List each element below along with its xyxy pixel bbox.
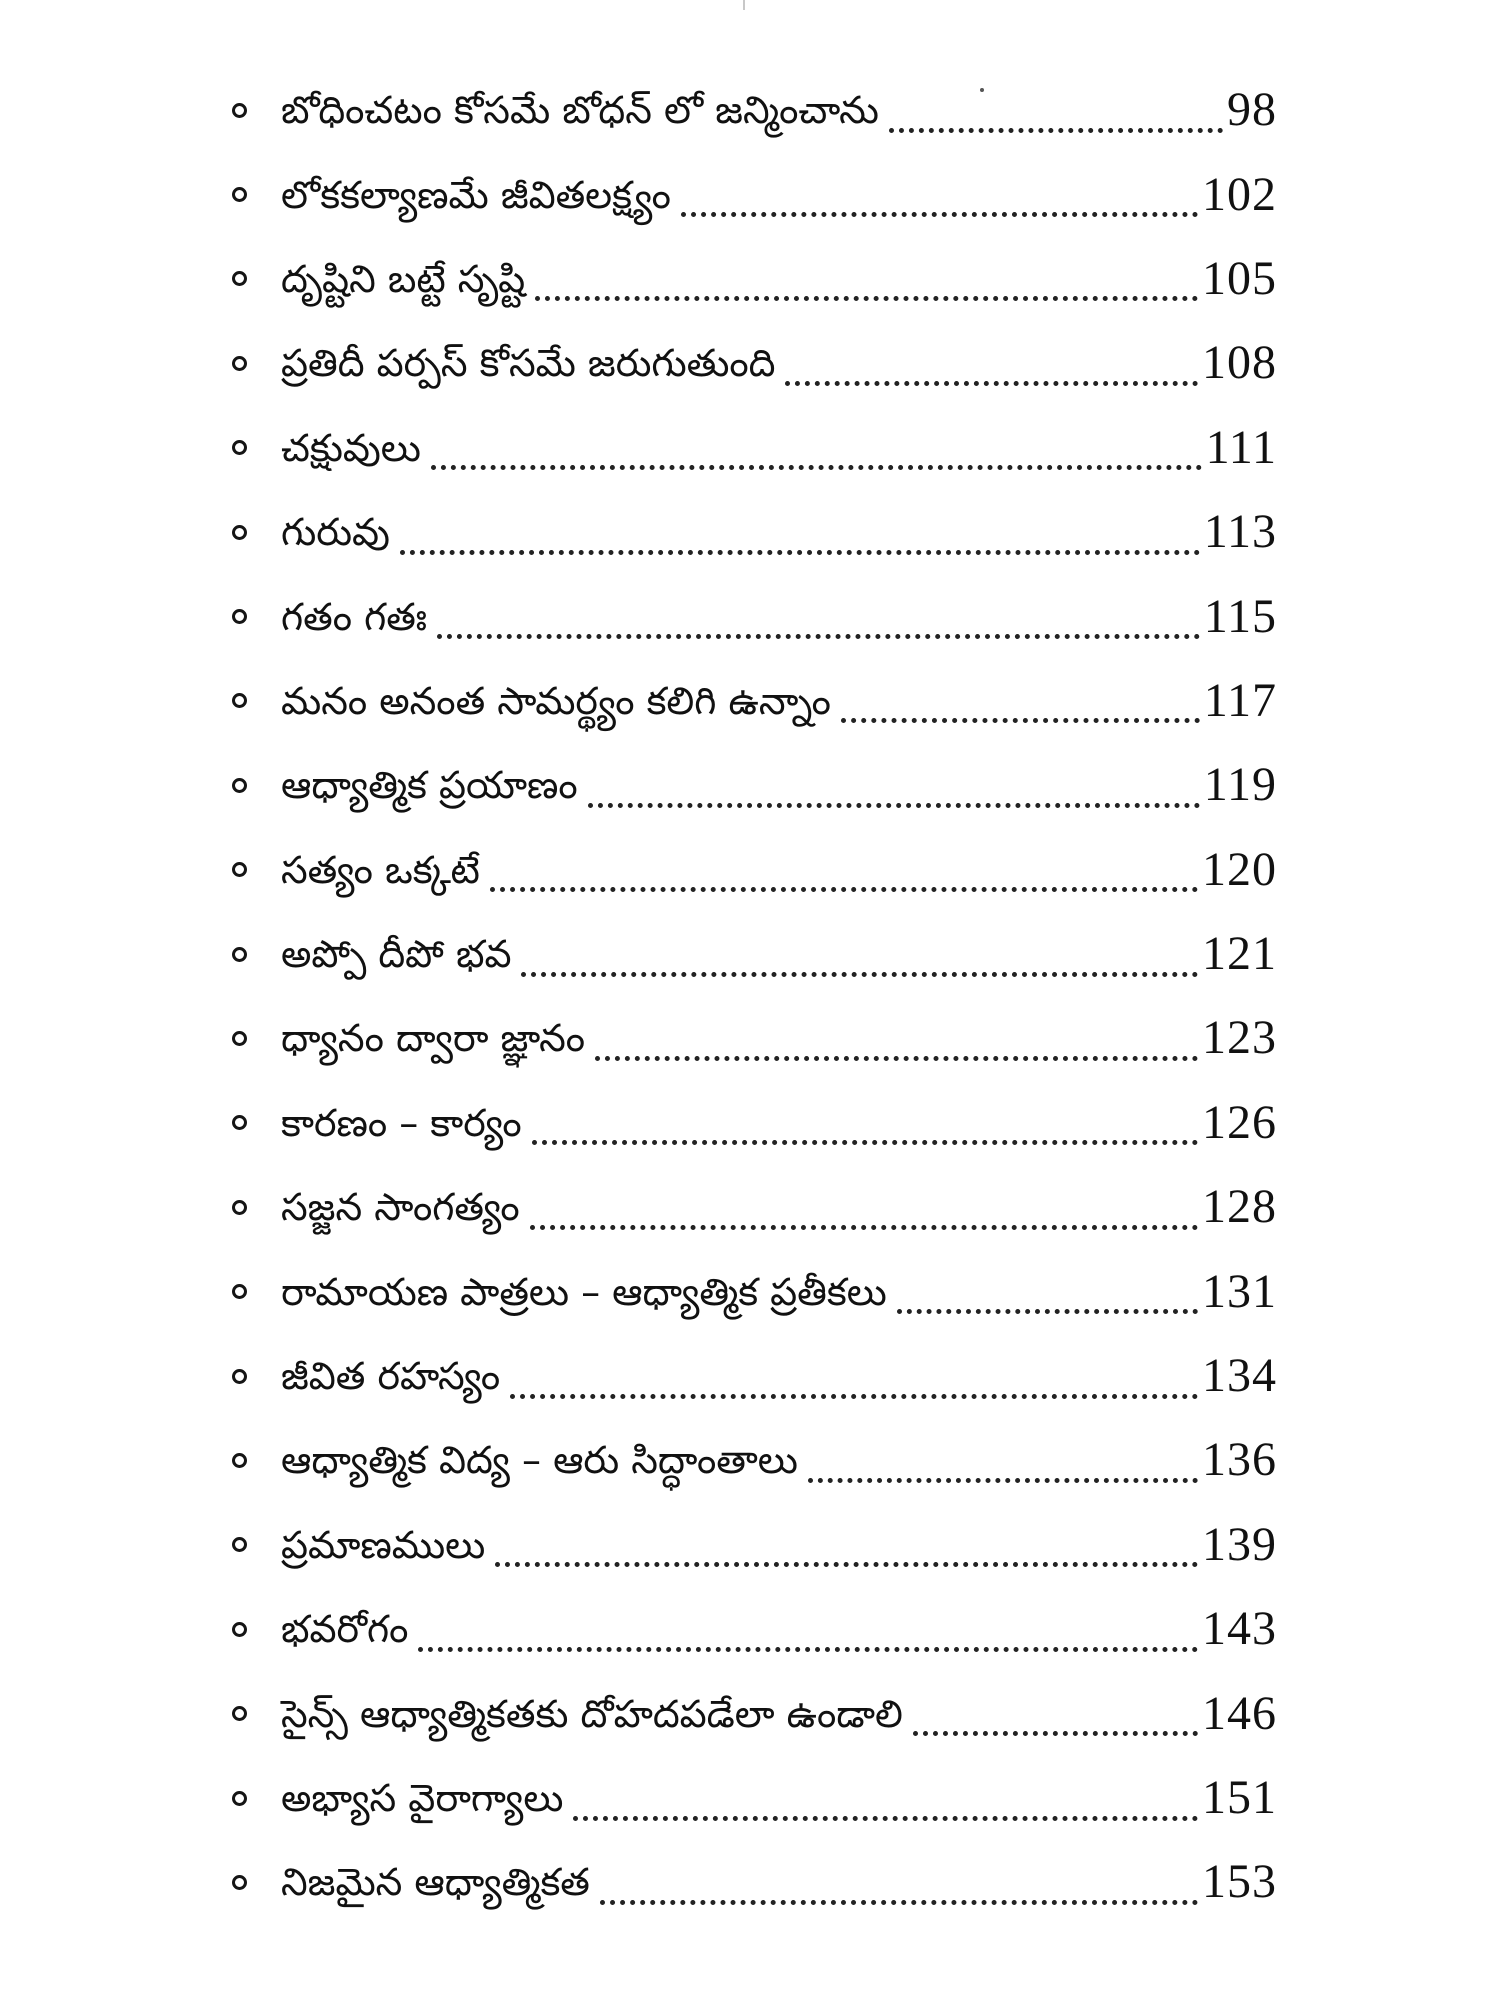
toc-entry-title: దృష్టిని బట్టే సృష్టి — [281, 256, 526, 301]
toc-entry-title: ప్రమాణములు — [281, 1522, 486, 1567]
toc-entry-title: అప్పో దీపో భవ — [281, 932, 512, 977]
toc-entry-title: ధ్యానం ద్వారా జ్ఞానం — [281, 1016, 586, 1061]
toc-entry-title: గురువు — [281, 510, 390, 555]
dot-leader — [510, 1366, 1198, 1399]
circle-bullet-icon — [232, 1791, 247, 1806]
toc-entry-title: భవరోగం — [281, 1607, 409, 1652]
toc-entry-title: చక్షువులు — [281, 425, 421, 470]
toc-entry-page-number: 115 — [1203, 589, 1277, 643]
toc-entry-title: ఆధ్యాత్మిక విద్య – ఆరు సిద్ధాంతాలు — [281, 1438, 798, 1483]
toc-entry — [232, 659, 1277, 743]
toc-entry — [232, 1503, 1277, 1587]
toc-entry — [232, 237, 1277, 321]
toc-entry-title: రామాయణ పాత్రలు – ఆధ్యాత్మిక ప్రతీకలు — [281, 1269, 887, 1314]
toc-entry-page-number: 120 — [1202, 842, 1277, 896]
toc-entry-page-number: 119 — [1203, 758, 1277, 812]
toc-entry-title: మనం అనంత సామర్థ్యం కలిగి ఉన్నాం — [281, 678, 831, 723]
toc-entry-title: జీవిత రహస్యం — [281, 1354, 501, 1399]
dot-leader — [573, 1788, 1198, 1821]
circle-bullet-icon — [232, 1284, 247, 1299]
toc-entry — [232, 912, 1277, 996]
circle-bullet-icon — [232, 1622, 247, 1637]
toc-entry — [232, 828, 1277, 912]
circle-bullet-icon — [232, 440, 247, 455]
toc-entry — [232, 1756, 1277, 1840]
toc-entry — [232, 1671, 1277, 1755]
dot-leader — [535, 268, 1198, 301]
dot-leader — [418, 1619, 1198, 1652]
toc-entry-page-number: 146 — [1202, 1686, 1277, 1740]
circle-bullet-icon — [232, 103, 247, 118]
toc-entry-page-number: 131 — [1202, 1264, 1277, 1318]
circle-bullet-icon — [232, 187, 247, 202]
toc-entry-page-number: 136 — [1202, 1433, 1277, 1487]
toc-entry — [232, 406, 1277, 490]
toc-entry — [232, 152, 1277, 236]
scan-artifact-mark — [743, 0, 745, 10]
toc-entry-page-number: 121 — [1202, 927, 1277, 981]
circle-bullet-icon — [232, 1200, 247, 1215]
toc-entry — [232, 1418, 1277, 1502]
toc-entry-title: సైన్స్ ఆధ్యాత్మికతకు దోహదపడేలా ఉండాలి — [281, 1691, 903, 1736]
toc-entry — [232, 996, 1277, 1080]
dot-leader — [681, 184, 1198, 217]
toc-entry-title: ప్రతిదీ పర్పస్ కోసమే జరుగుతుంది — [281, 341, 776, 386]
toc-entry-title: సత్యం ఒక్కటే — [281, 847, 480, 892]
circle-bullet-icon — [232, 1537, 247, 1552]
toc-entry-page-number: 139 — [1202, 1517, 1277, 1571]
toc-entry-title: ఆధ్యాత్మిక ప్రయాణం — [281, 763, 578, 808]
toc-entry-page-number: 151 — [1202, 1771, 1277, 1824]
toc-entry — [232, 1587, 1277, 1671]
toc-entry — [232, 490, 1277, 574]
toc-entry — [232, 743, 1277, 827]
dot-leader — [913, 1703, 1198, 1736]
toc-entry-title: నిజమైన ఆధ్యాత్మికత — [281, 1860, 590, 1905]
circle-bullet-icon — [232, 1706, 247, 1721]
toc-entry-page-number: 126 — [1202, 1095, 1277, 1149]
circle-bullet-icon — [232, 947, 247, 962]
toc-entry-page-number: 117 — [1203, 673, 1277, 727]
circle-bullet-icon — [232, 862, 247, 877]
toc-entry — [232, 1334, 1277, 1418]
dot-leader — [897, 1281, 1198, 1314]
table-of-contents — [232, 68, 1277, 1925]
toc-entry-page-number: 111 — [1205, 420, 1277, 474]
dot-leader — [785, 353, 1198, 386]
dot-leader — [808, 1450, 1198, 1483]
circle-bullet-icon — [232, 693, 247, 708]
circle-bullet-icon — [232, 356, 247, 371]
toc-entry — [232, 1249, 1277, 1333]
toc-entry — [232, 1081, 1277, 1165]
toc-entry-page-number: 128 — [1202, 1180, 1277, 1234]
toc-entry-page-number: 123 — [1202, 1011, 1277, 1065]
dot-leader — [600, 1872, 1198, 1905]
circle-bullet-icon — [232, 1369, 247, 1384]
circle-bullet-icon — [232, 1115, 247, 1130]
toc-entry — [232, 321, 1277, 405]
circle-bullet-icon — [232, 271, 247, 286]
dot-leader — [588, 775, 1200, 808]
circle-bullet-icon — [232, 1453, 247, 1468]
dot-leader — [490, 859, 1198, 892]
circle-bullet-icon — [232, 778, 247, 793]
toc-entry — [232, 574, 1277, 658]
dot-leader — [841, 690, 1200, 723]
circle-bullet-icon — [232, 1031, 247, 1046]
toc-entry-page-number: 105 — [1202, 251, 1277, 305]
toc-entry-title: సజ్జన సాంగత్యం — [281, 1185, 520, 1230]
toc-entry-title: బోధించటం కోసమే బోధన్ లో జన్మించాను — [281, 88, 879, 133]
dot-leader — [889, 100, 1223, 133]
dot-leader — [431, 437, 1202, 470]
toc-entry-page-number: 98 — [1227, 83, 1277, 137]
toc-entry-page-number: 108 — [1202, 336, 1277, 390]
dot-leader — [495, 1534, 1198, 1567]
toc-entry-title: గతం గతః — [281, 594, 428, 639]
dot-leader — [532, 1112, 1198, 1145]
dot-leader — [400, 522, 1200, 555]
toc-entry — [232, 1165, 1277, 1249]
circle-bullet-icon — [232, 1875, 247, 1890]
toc-entry — [232, 68, 1277, 152]
toc-entry-page-number: 134 — [1202, 1349, 1277, 1403]
toc-entry-page-number: 153 — [1202, 1855, 1277, 1909]
circle-bullet-icon — [232, 609, 247, 624]
toc-entry-title: కారణం – కార్యం — [281, 1100, 522, 1145]
dot-leader — [521, 944, 1198, 977]
toc-entry-title: లోకకల్యాణమే జీవితలక్ష్యం — [281, 172, 671, 217]
toc-entry-page-number: 143 — [1202, 1602, 1277, 1656]
circle-bullet-icon — [232, 525, 247, 540]
toc-entry-page-number: 113 — [1203, 505, 1277, 559]
toc-entry — [232, 1840, 1277, 1924]
toc-entry-page-number: 102 — [1202, 167, 1277, 221]
dot-leader — [437, 606, 1200, 639]
dot-leader — [530, 1197, 1198, 1230]
dot-leader — [595, 1028, 1198, 1061]
toc-entry-title: అభ్యాస వైరాగ్యాలు — [281, 1776, 564, 1820]
